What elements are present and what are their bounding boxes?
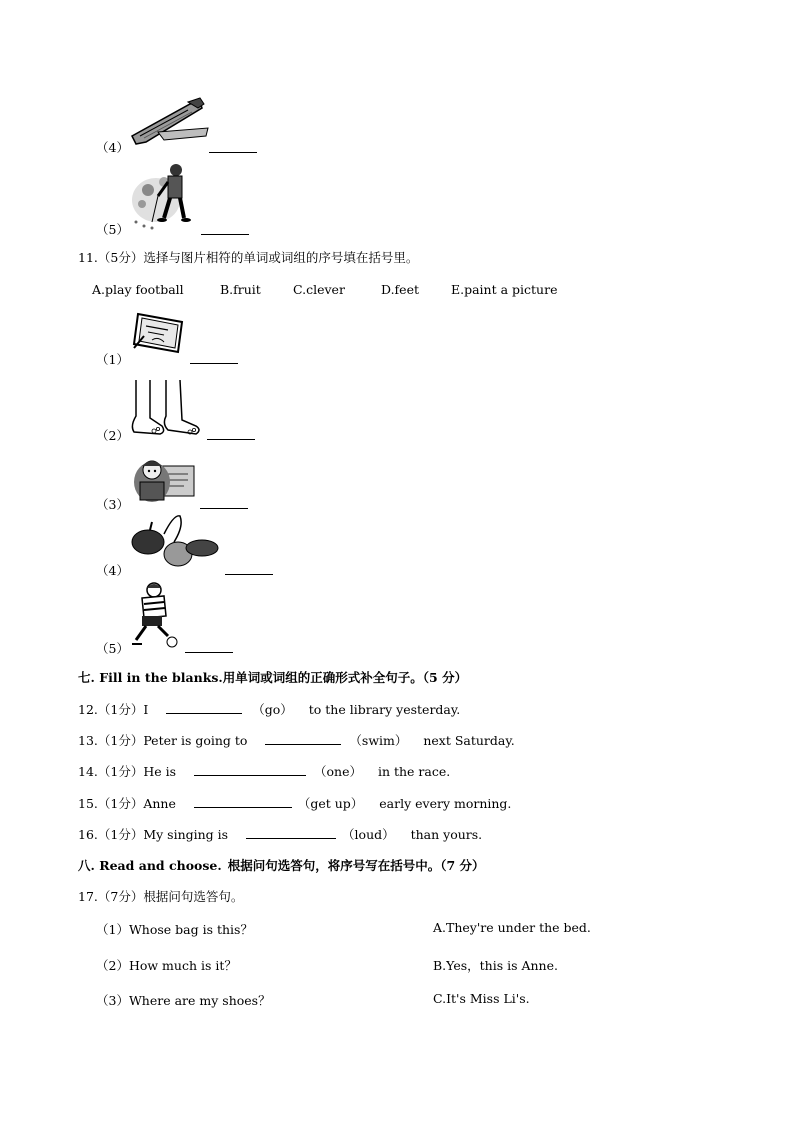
q17-question-3: （3）Where are my shoes？ [96, 993, 271, 1008]
q15-prefix: 15.（1分）Anne [78, 796, 176, 811]
q11-item5-answer-blank[interactable] [185, 652, 233, 653]
q11-option-c: C.clever [293, 282, 345, 297]
q13-prefix: 13.（1分）Peter is going to [78, 733, 248, 748]
q13-suffix: next Saturday. [423, 733, 515, 748]
q11-item3-answer-blank[interactable] [200, 508, 248, 509]
q10-item4-answer-blank[interactable] [209, 152, 257, 153]
q14-blank[interactable] [194, 774, 306, 776]
q17-title: 17.（7分）根据问句选答句。 [78, 889, 244, 904]
section7-heading [78, 668, 467, 686]
q17-answer-c: C.It's Miss Li's. [433, 991, 530, 1006]
walking-boy-icon [128, 160, 206, 232]
q16-row [78, 825, 482, 843]
q16-prefix: 16.（1分）My singing is [78, 827, 229, 842]
q13-hint: （swim） [349, 733, 408, 748]
q11-option-b: B.fruit [220, 282, 261, 297]
q11-title: 11.（5分）选择与图片相符的单词或词组的序号填在括号里。 [78, 250, 419, 265]
q14-suffix: in the race. [377, 764, 451, 779]
painting-board-icon [130, 310, 186, 356]
q11-item5-number: （5） [96, 641, 129, 656]
q17-answer-b: B.Yes，this is Anne. [433, 958, 558, 973]
q16-hint: （loud） [342, 827, 395, 842]
football-player-icon [128, 582, 178, 648]
knife-icon [128, 96, 210, 148]
section7-heading-en: 七. Fill in the blanks. [78, 670, 223, 685]
q12-blank[interactable] [166, 712, 242, 714]
q17-question-1: （1）Whose bag is this？ [96, 922, 253, 937]
fruit-icon [128, 514, 220, 570]
q15-hint: （get up） [297, 796, 364, 811]
q10-item5-number: （5） [96, 222, 129, 237]
section8-heading [78, 856, 485, 874]
q15-blank[interactable] [194, 806, 292, 808]
q15-suffix: early every morning. [379, 796, 512, 811]
q10-item5-answer-blank[interactable] [201, 234, 249, 235]
q13-blank[interactable] [265, 743, 341, 745]
q11-item2-number: （2） [96, 428, 129, 443]
q12-hint: （go） [252, 702, 293, 717]
q13-row [78, 731, 515, 749]
q12-suffix: to the library yesterday. [308, 702, 461, 717]
q17-answer-a: A.They're under the bed. [433, 920, 591, 935]
q14-row [78, 762, 450, 780]
q16-suffix: than yours. [410, 827, 483, 842]
section7-heading-cn: 用单词或词组的正确形式补全句子。（5 分） [222, 670, 468, 685]
q11-option-d: D.feet [381, 282, 419, 297]
q11-item1-answer-blank[interactable] [190, 363, 238, 364]
q15-row [78, 794, 511, 812]
q11-item1-number: （1） [96, 352, 129, 367]
q11-option-a: A.play football [92, 282, 184, 297]
section8-heading-en: 八. Read and choose. [78, 858, 222, 873]
q10-item4-number: （4） [96, 140, 129, 155]
feet-icon [126, 378, 202, 438]
q12-row [78, 700, 460, 718]
q11-item2-answer-blank[interactable] [207, 439, 255, 440]
q14-hint: （one） [314, 764, 362, 779]
q17-question-2: （2）How much is it？ [96, 958, 237, 973]
q11-option-e: E.paint a picture [451, 282, 558, 297]
q12-prefix: 12.（1分）I [78, 702, 149, 717]
q11-item4-number: （4） [96, 563, 129, 578]
q11-item3-number: （3） [96, 497, 129, 512]
q11-item4-answer-blank[interactable] [225, 574, 273, 575]
q16-blank[interactable] [246, 837, 336, 839]
clever-boy-icon [130, 456, 196, 504]
q14-prefix: 14.（1分）He is [78, 764, 177, 779]
section8-heading-cn: 根据问句选答句，将序号写在括号中。（7 分） [227, 858, 485, 873]
